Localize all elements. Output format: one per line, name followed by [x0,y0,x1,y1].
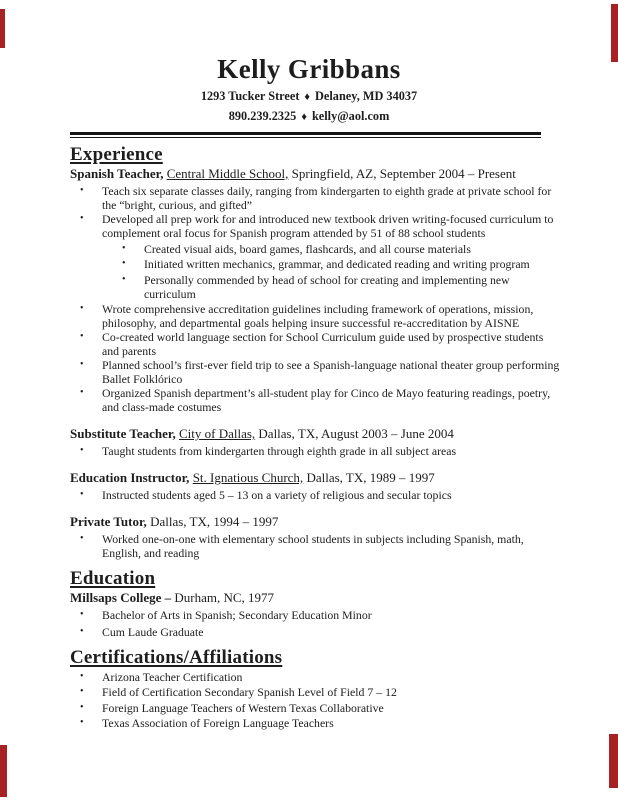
bullet-text: Taught students from kindergarten through eighth grade in all subject areas [102,444,457,458]
school-name: Millsaps College – [70,590,172,605]
edge-watermark-top-right [611,4,618,62]
bullet-icon: • [80,609,84,620]
street-address: 1293 Tucker Street [200,89,300,103]
bullet-icon: • [80,686,84,697]
bullet-text: Organized Spanish department’s all-student play for Cinco de Mayo featuring readings, poetry, and class-made costumes [102,386,551,414]
bullet-icon: • [80,331,84,342]
job-organization: St. Ignatious Church, [192,470,304,485]
job-meta: Springfield, AZ, September 2004 – Present [288,166,516,181]
section-heading-experience: Experience [70,144,163,165]
city-state-zip: Delaney, MD 34037 [315,89,418,103]
edge-watermark-bottom-right [609,734,618,788]
list-item [70,670,562,684]
bullet-text: Developed all prep work for and introduced new textbook driven writing-focused curriculum to complement oral focus for Spanish program attended by 51 of 88 school students [102,212,554,240]
list-item [70,330,562,358]
list-item [70,701,562,715]
bullet-icon: • [80,359,84,370]
bullet-text: Bachelor of Arts in Spanish; Secondary Education Minor [102,608,372,622]
phone-number: 890.239.2325 [228,109,297,123]
resume-header [0,54,618,125]
bullet-text: Co-created world language section for School Curriculum guide used by prospective students and parents [102,330,544,358]
job-entry [70,514,562,560]
list-item [70,488,562,502]
address-line [0,89,618,105]
list-item [70,532,562,560]
job-meta: Dallas, TX, 1989 – 1997 [303,470,435,485]
bullet-text: Field of Certification Secondary Spanish Level of Field 7 – 12 [102,685,397,699]
sub-list-item [70,273,562,301]
email-text: kelly@aol.com [311,109,390,123]
job-meta: Dallas, TX, August 2003 – June 2004 [255,426,454,441]
bullet-icon: • [80,303,84,314]
section-heading-certifications: Certifications/Affiliations [70,646,283,668]
bullet-text: Teach six separate classes daily, ranging from kindergarten to eighth grade at private school for the “bright, curious, and gifted” [102,184,552,212]
bullet-icon: • [80,185,84,196]
sub-list-item [70,242,562,256]
bullet-list [70,608,562,639]
diamond-icon: ♦ [301,111,307,123]
candidate-name: Kelly Gribbans [217,54,401,84]
list-item [70,358,562,386]
bullet-icon: • [80,625,84,637]
bullet-icon: • [80,445,84,456]
bullet-text: Planned school’s first-ever field trip to see a Spanish-language national theater group performing Ballet Folklórico [102,358,560,386]
bullet-text: Created visual aids, board games, flashcards, and all course materials [144,241,471,256]
job-organization: Central Middle School, [166,166,289,181]
job-entry [70,426,562,458]
bullet-icon: • [80,387,84,398]
list-item [70,625,562,639]
job-meta: Dallas, TX, 1994 – 1997 [150,514,279,529]
bullet-text: Instructed students aged 5 – 13 on a variety of religious and secular topics [102,488,452,502]
list-item [70,184,562,212]
double-rule-divider [70,132,541,138]
list-item [70,302,562,330]
job-header-line [70,426,562,442]
job-header-line [70,470,562,486]
list-item [70,716,562,730]
divider-thin-line [70,137,541,139]
section-certifications [70,647,562,731]
list-item [70,444,562,458]
bullet-icon: • [80,533,84,544]
contact-line [0,109,618,125]
list-item [70,386,562,414]
bullet-list [70,532,562,560]
job-title: Education Instructor, [70,470,190,485]
bullet-icon: • [80,489,84,500]
job-title: Private Tutor, [70,514,147,529]
bullet-text: Wrote comprehensive accreditation guidelines including framework of operations, mission, philosophy, and departmental goals helping insure successful re-accreditation by AISNE [102,302,534,330]
bullet-list [70,670,562,731]
section-experience [70,144,562,560]
bullet-list [70,444,562,458]
bullet-icon: • [80,213,84,224]
bullet-list [70,488,562,502]
bullet-icon: • [80,670,84,682]
bullet-icon: • [122,258,126,269]
edge-watermark-bottom-left [0,745,7,797]
section-heading-education: Education [70,568,156,589]
section-education [70,568,562,639]
diamond-icon: ♦ [304,91,311,103]
job-header-line [70,514,562,530]
divider-thick-line [70,132,541,135]
bullet-icon: • [122,242,126,254]
education-header-line [70,590,562,606]
job-header-line [70,166,562,182]
bullet-icon: • [122,273,126,285]
edge-watermark-top-left [0,9,5,48]
job-organization: City of Dallas, [178,426,256,441]
sub-list-item [70,257,562,271]
job-title: Substitute Teacher, [70,426,176,441]
job-title: Spanish Teacher, [70,166,164,181]
education-meta: Durham, NC, 1977 [171,590,275,605]
bullet-text: Personally commended by head of school for creating and implementing new curriculum [144,272,510,301]
bullet-text: Cum Laude Graduate [102,624,204,639]
bullet-text: Initiated written mechanics, grammar, and dedicated reading and writing program [144,257,530,271]
list-item [70,685,562,699]
job-entry [70,166,562,414]
list-item [70,212,562,240]
bullet-list [70,184,562,414]
job-entry [70,470,562,502]
bullet-icon: • [80,701,84,713]
bullet-text: Worked one-on-one with elementary school students in subjects including Spanish, math, English, and reading [102,532,524,560]
bullet-icon: • [80,717,84,728]
bullet-text: Texas Association of Foreign Language Teachers [102,716,334,730]
bullet-text: Foreign Language Teachers of Western Texas Collaborative [102,700,384,715]
bullet-text: Arizona Teacher Certification [102,669,243,684]
list-item [70,608,562,622]
